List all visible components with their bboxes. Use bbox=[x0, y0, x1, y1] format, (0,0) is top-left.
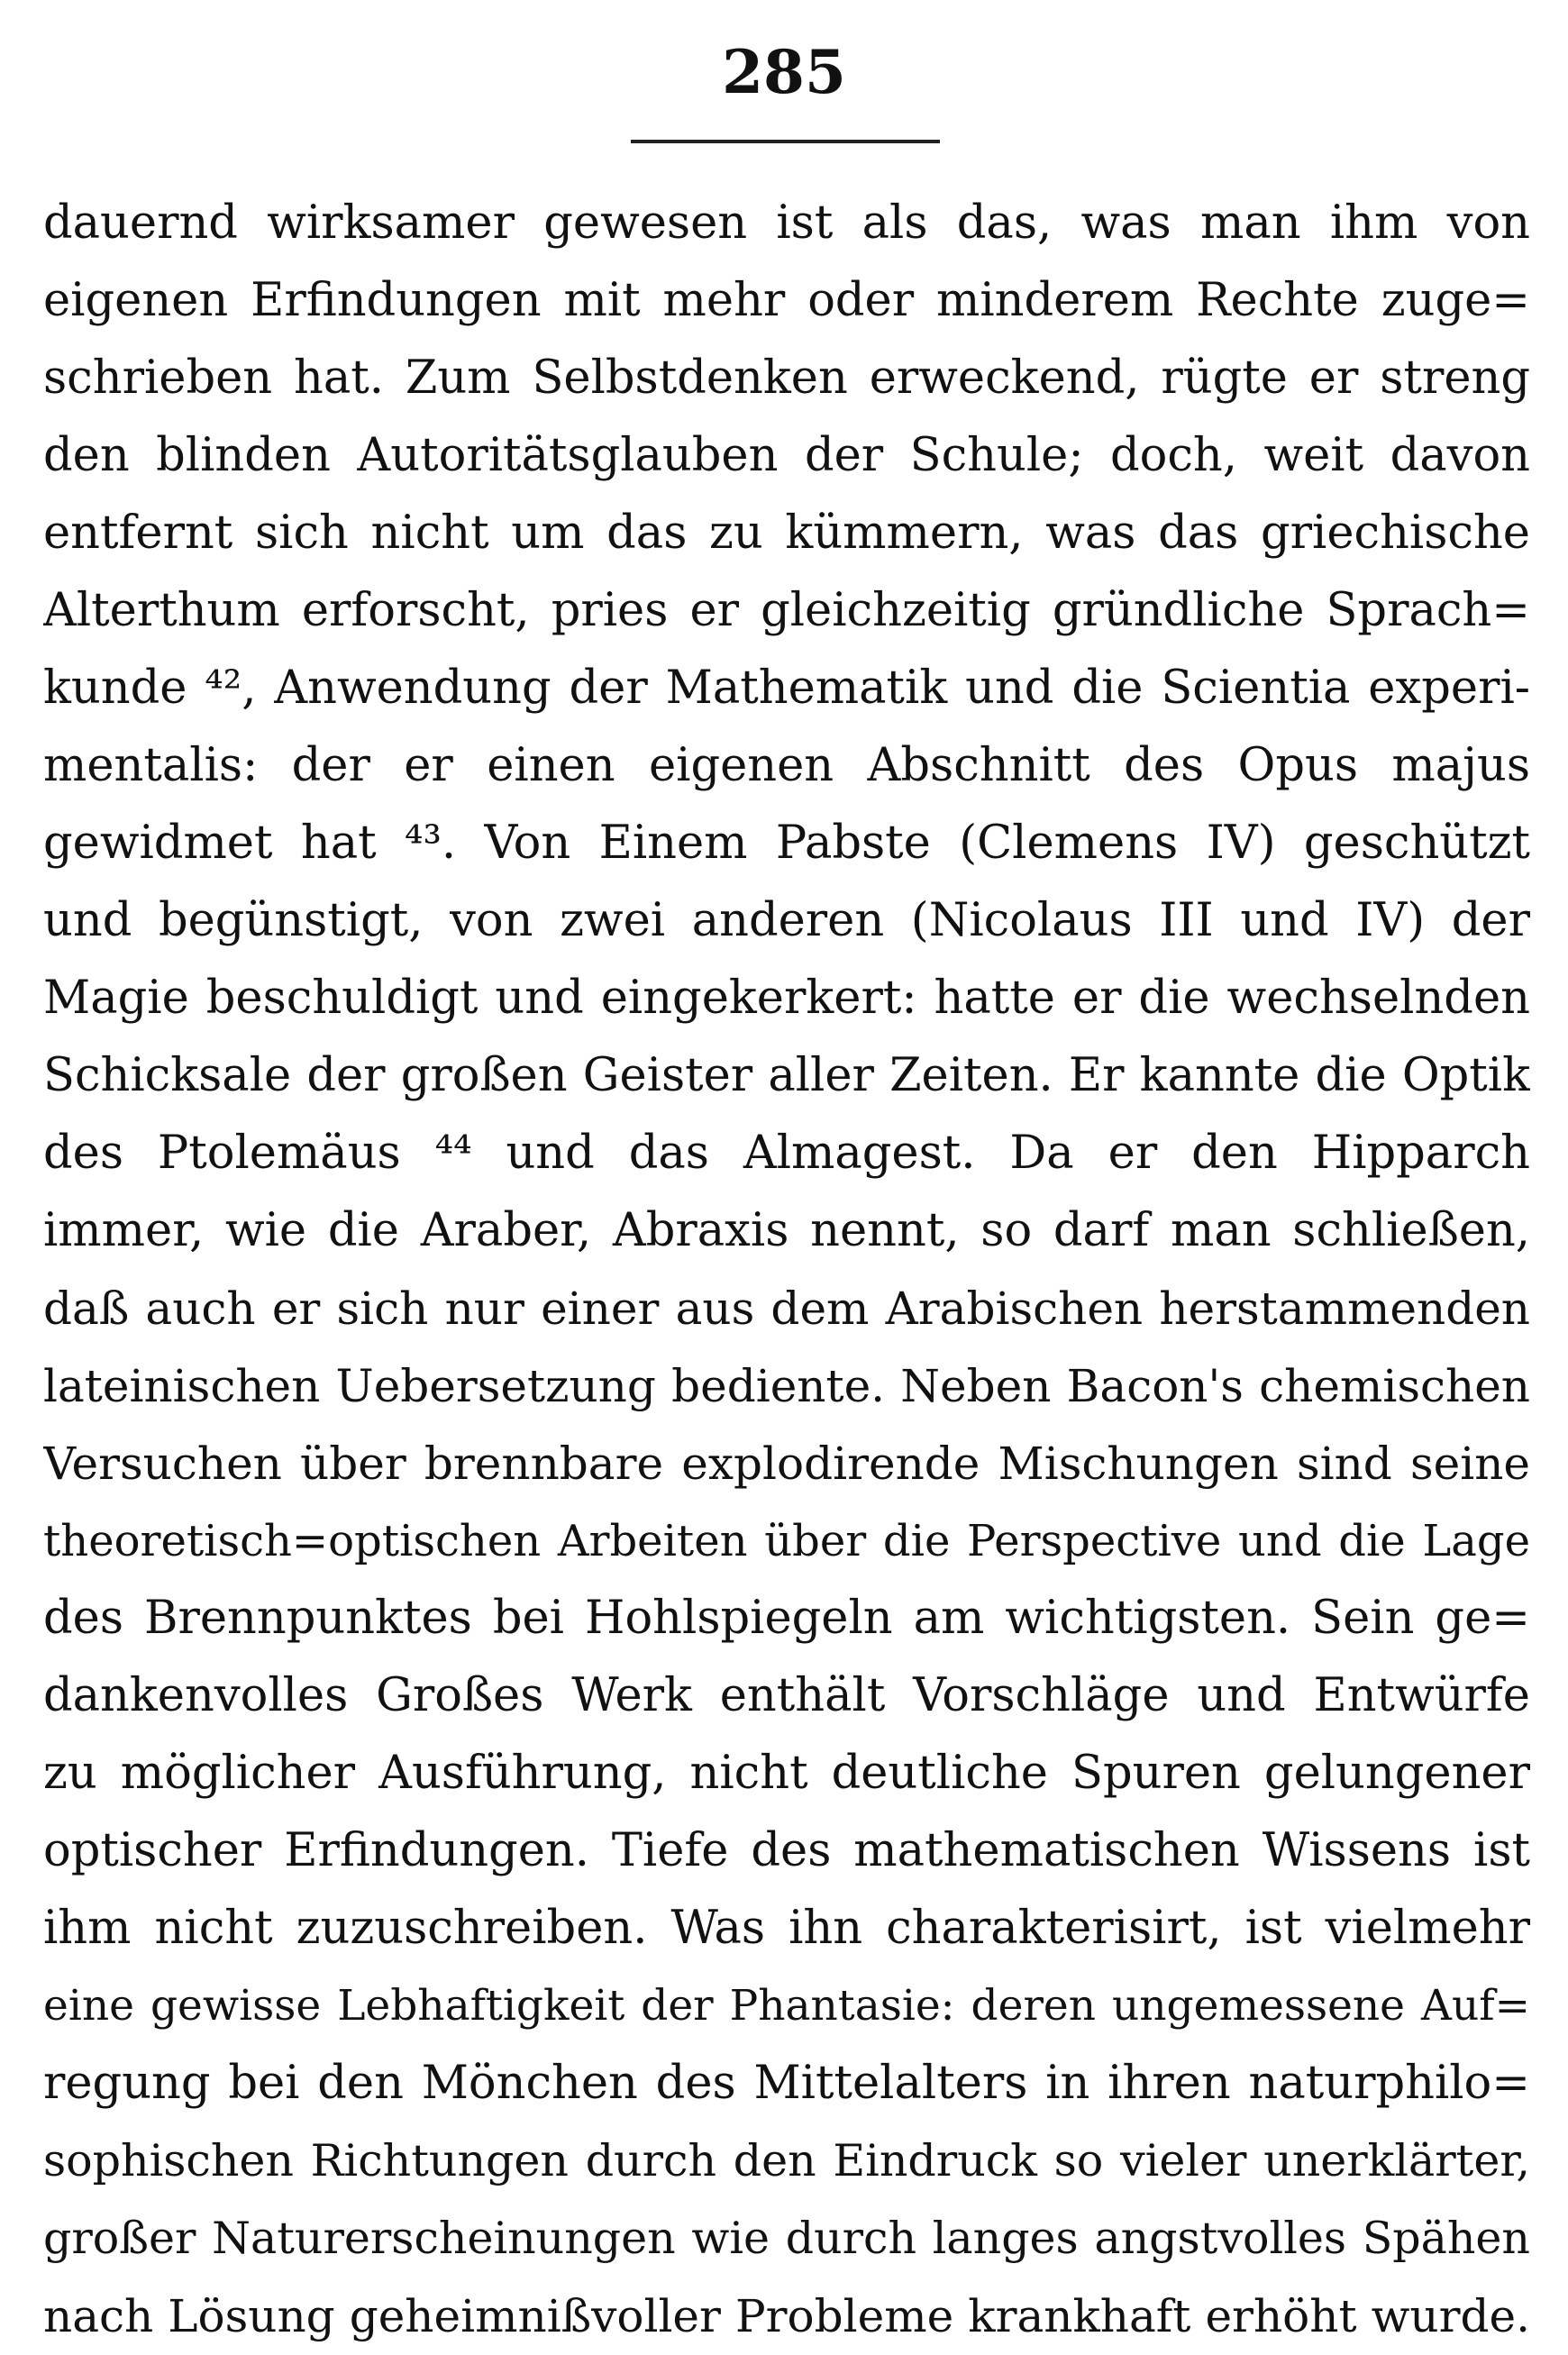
text-line: kunde ⁴², Anwendung der Mathematik und die Scientia experi- bbox=[43, 662, 1530, 715]
text-line: schrieben hat. Zum Selbstdenken erweckend, rügte er streng bbox=[43, 351, 1530, 405]
text-line: eigenen Erfindungen mit mehr oder minderem Rechte zuge= bbox=[43, 274, 1530, 327]
text-line: Versuchen über brennbare explodirende Mischungen sind seine bbox=[43, 1438, 1530, 1490]
text-line: Alterthum erforscht, pries er gleichzeitig gründliche Sprach= bbox=[43, 584, 1530, 637]
header-rule bbox=[631, 140, 940, 143]
text-line: daß auch er sich nur einer aus dem Arabischen herstammenden bbox=[43, 1282, 1530, 1335]
body-text bbox=[43, 185, 1530, 2355]
text-line: zu möglicher Ausführung, nicht deutliche Spuren gelungener bbox=[43, 1747, 1530, 1800]
text-line: des Ptolemäus ⁴⁴ und das Almagest. Da er den Hipparch bbox=[43, 1127, 1530, 1180]
text-line: lateinischen Uebersetzung bediente. Neben Bacon's chemischen bbox=[43, 1360, 1530, 1412]
text-line: theoretisch=optischen Arbeiten über die Perspective und die Lage bbox=[43, 1516, 1530, 1566]
text-line: des Brennpunktes bei Hohlspiegeln am wichtigsten. Sein ge= bbox=[43, 1592, 1530, 1645]
text-line: sophischen Richtungen durch den Eindruck so vieler unerklärter, bbox=[43, 2135, 1530, 2186]
page-number: 285 bbox=[722, 37, 846, 107]
text-line: entfernt sich nicht um das zu kümmern, was das griechische bbox=[43, 507, 1530, 560]
text-line: mentalis: der er einen eigenen Abschnitt des Opus majus bbox=[43, 739, 1530, 792]
text-line: Magie beschuldigt und eingekerkert: hatte er die wechselnden bbox=[43, 972, 1530, 1025]
text-line: optischer Erfindungen. Tiefe des mathematischen Wissens ist bbox=[43, 1824, 1530, 1877]
text-line: ihm nicht zuzuschreiben. Was ihn charakterisirt, ist vielmehr bbox=[43, 1902, 1530, 1955]
text-line: und begünstigt, von zwei anderen (Nicolaus III und IV) der bbox=[43, 894, 1530, 947]
text-line: regung bei den Mönchen des Mittelalters in ihren naturphilo= bbox=[43, 2057, 1530, 2110]
text-line: den blinden Autoritätsglauben der Schule; doch, weit davon bbox=[43, 429, 1530, 482]
text-line: dauernd wirksamer gewesen ist als das, was man ihm von bbox=[43, 196, 1530, 250]
text-line: gewidmet hat ⁴³. Von Einem Pabste (Clemens IV) geschützt bbox=[43, 817, 1530, 870]
text-line: dankenvolles Großes Werk enthält Vorschläge und Entwürfe bbox=[43, 1669, 1530, 1722]
text-line: eine gewisse Lebhaftigkeit der Phantasie: deren ungemessene Auf= bbox=[43, 1981, 1530, 2031]
text-line: nach Lösung geheimnißvoller Probleme krankhaft erhöht wurde. bbox=[43, 2290, 1530, 2342]
text-line: großer Naturerscheinungen wie durch langes angstvolles Spähen bbox=[43, 2213, 1530, 2264]
text-line: immer, wie die Araber, Abraxis nennt, so darf man schließen, bbox=[43, 1204, 1530, 1257]
text-line: Schicksale der großen Geister aller Zeiten. Er kannte die Optik bbox=[43, 1049, 1530, 1102]
